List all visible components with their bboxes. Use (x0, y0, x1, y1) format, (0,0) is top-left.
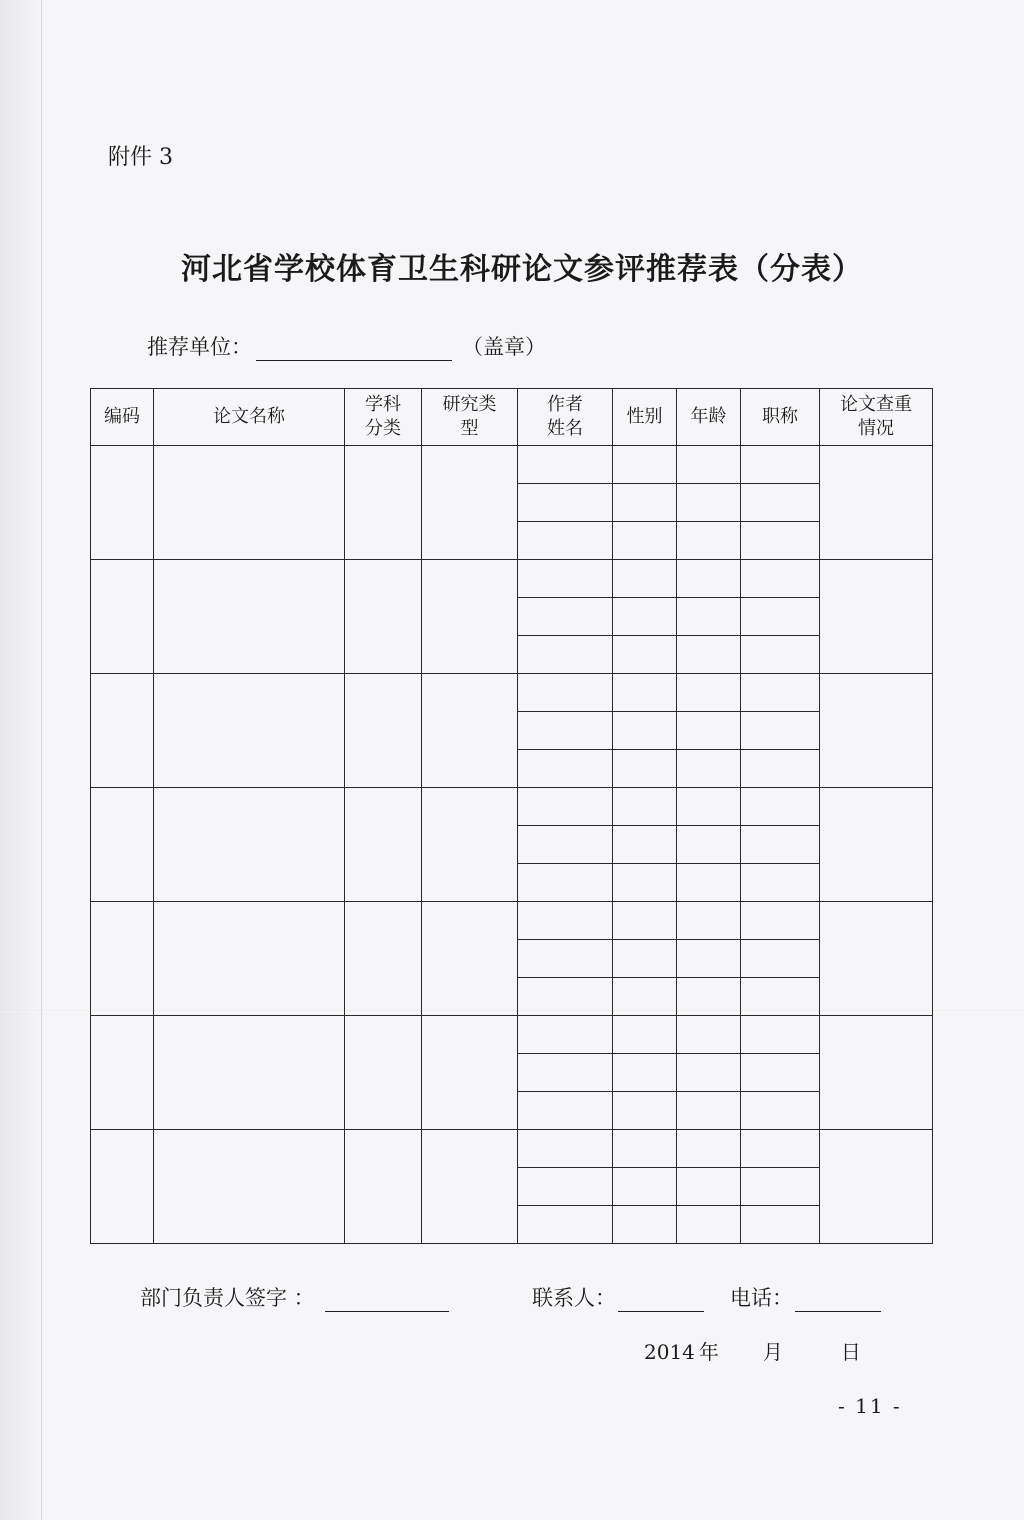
gender-cell[interactable] (613, 1206, 677, 1244)
gender-cell[interactable] (613, 446, 677, 484)
rank-cell[interactable] (741, 1016, 820, 1054)
rank-cell[interactable] (741, 1206, 820, 1244)
rank-cell[interactable] (741, 864, 820, 902)
recommend-unit-label: 推荐单位： (147, 335, 252, 359)
author-name-cell[interactable] (518, 1054, 613, 1092)
date-line (644, 1336, 861, 1365)
research-type-cell[interactable] (422, 1016, 518, 1130)
date-month-unit: 月 (762, 1340, 783, 1364)
rank-cell[interactable] (741, 636, 820, 674)
table-row (91, 560, 933, 598)
author-name-cell[interactable] (518, 750, 613, 788)
seal-note: （盖章） (462, 335, 546, 359)
table-row (91, 446, 933, 484)
title-cell[interactable] (154, 788, 345, 902)
rank-cell[interactable] (741, 446, 820, 484)
age-cell[interactable] (677, 978, 741, 1016)
age-cell[interactable] (677, 1206, 741, 1244)
gender-cell[interactable] (613, 750, 677, 788)
age-cell[interactable] (677, 674, 741, 712)
age-cell[interactable] (677, 1092, 741, 1130)
author-name-cell[interactable] (518, 1130, 613, 1168)
table-row (91, 1130, 933, 1168)
table-header-row (91, 389, 933, 446)
author-name-cell[interactable] (518, 1206, 613, 1244)
col-gender-header: 性别 (613, 389, 677, 446)
attachment-label: 附件 3 (108, 145, 173, 170)
age-cell[interactable] (677, 598, 741, 636)
rank-cell[interactable] (741, 522, 820, 560)
gender-cell[interactable] (613, 1054, 677, 1092)
contact-line (532, 1282, 704, 1312)
age-cell[interactable] (677, 636, 741, 674)
rank-cell[interactable] (741, 484, 820, 522)
author-name-cell[interactable] (518, 940, 613, 978)
gender-cell[interactable] (613, 1016, 677, 1054)
date-year: 2014 (644, 1340, 695, 1364)
col-subject-header: 学科 分类 (345, 389, 422, 446)
research-type-cell[interactable] (422, 446, 518, 560)
table-body (91, 446, 933, 1244)
age-cell[interactable] (677, 1168, 741, 1206)
subject-cell[interactable] (345, 560, 422, 674)
research-type-cell[interactable] (422, 674, 518, 788)
author-name-cell[interactable] (518, 560, 613, 598)
code-cell[interactable] (91, 1016, 154, 1130)
code-cell[interactable] (91, 1130, 154, 1244)
gender-cell[interactable] (613, 940, 677, 978)
author-name-cell[interactable] (518, 864, 613, 902)
age-cell[interactable] (677, 484, 741, 522)
research-type-cell[interactable] (422, 560, 518, 674)
rank-cell[interactable] (741, 902, 820, 940)
author-name-cell[interactable] (518, 902, 613, 940)
author-name-cell[interactable] (518, 446, 613, 484)
rank-cell[interactable] (741, 788, 820, 826)
gender-cell[interactable] (613, 978, 677, 1016)
signer-line (140, 1282, 449, 1312)
rank-cell[interactable] (741, 712, 820, 750)
gender-cell[interactable] (613, 484, 677, 522)
gender-cell[interactable] (613, 1130, 677, 1168)
age-cell[interactable] (677, 1054, 741, 1092)
gender-cell[interactable] (613, 636, 677, 674)
col-age-header: 年龄 (677, 389, 741, 446)
gender-cell[interactable] (613, 560, 677, 598)
author-name-cell[interactable] (518, 712, 613, 750)
signer-field[interactable] (325, 1289, 449, 1312)
rank-cell[interactable] (741, 826, 820, 864)
gender-cell[interactable] (613, 674, 677, 712)
rank-cell[interactable] (741, 1130, 820, 1168)
date-year-unit: 年 (698, 1340, 719, 1364)
table-row (91, 1016, 933, 1054)
author-name-cell[interactable] (518, 522, 613, 560)
code-cell[interactable] (91, 788, 154, 902)
subject-cell[interactable] (345, 446, 422, 560)
gender-cell[interactable] (613, 864, 677, 902)
title-cell[interactable] (154, 1130, 345, 1244)
gender-cell[interactable] (613, 1168, 677, 1206)
title-cell[interactable] (154, 560, 345, 674)
title-cell[interactable] (154, 674, 345, 788)
age-cell[interactable] (677, 712, 741, 750)
rank-cell[interactable] (741, 1092, 820, 1130)
table-row (91, 674, 933, 712)
author-name-cell[interactable] (518, 788, 613, 826)
author-name-cell[interactable] (518, 636, 613, 674)
gender-cell[interactable] (613, 788, 677, 826)
author-name-cell[interactable] (518, 484, 613, 522)
col-title-rank-header: 职称 (741, 389, 820, 446)
author-name-cell[interactable] (518, 1168, 613, 1206)
plagiarism-check-cell[interactable] (820, 788, 933, 902)
age-cell[interactable] (677, 864, 741, 902)
rank-cell[interactable] (741, 1168, 820, 1206)
age-cell[interactable] (677, 522, 741, 560)
author-name-cell[interactable] (518, 978, 613, 1016)
rank-cell[interactable] (741, 750, 820, 788)
date-day-unit: 日 (840, 1340, 861, 1364)
author-name-cell[interactable] (518, 826, 613, 864)
gender-cell[interactable] (613, 598, 677, 636)
age-cell[interactable] (677, 826, 741, 864)
col-plagiarism-check-header: 论文查重 情况 (820, 389, 933, 446)
rank-cell[interactable] (741, 940, 820, 978)
subject-cell[interactable] (345, 788, 422, 902)
age-cell[interactable] (677, 788, 741, 826)
rank-cell[interactable] (741, 978, 820, 1016)
title-cell[interactable] (154, 1016, 345, 1130)
contact-label: 联系人： (532, 1286, 616, 1310)
gender-cell[interactable] (613, 902, 677, 940)
col-research-type-header: 研究类 型 (422, 389, 518, 446)
age-cell[interactable] (677, 560, 741, 598)
age-cell[interactable] (677, 446, 741, 484)
gender-cell[interactable] (613, 1092, 677, 1130)
title-cell[interactable] (154, 446, 345, 560)
research-type-cell[interactable] (422, 1130, 518, 1244)
code-cell[interactable] (91, 560, 154, 674)
col-code-header: 编码 (91, 389, 154, 446)
gender-cell[interactable] (613, 522, 677, 560)
paper-table (90, 388, 933, 1244)
code-cell[interactable] (91, 902, 154, 1016)
table-row (91, 902, 933, 940)
phone-field[interactable] (795, 1289, 881, 1312)
plagiarism-check-cell[interactable] (820, 902, 933, 1016)
plagiarism-check-cell[interactable] (820, 446, 933, 560)
subject-cell[interactable] (345, 1130, 422, 1244)
rank-cell[interactable] (741, 1054, 820, 1092)
plagiarism-check-cell[interactable] (820, 674, 933, 788)
gender-cell[interactable] (613, 712, 677, 750)
age-cell[interactable] (677, 940, 741, 978)
plagiarism-check-cell[interactable] (820, 1130, 933, 1244)
signer-label: 部门负责人签字 ： (140, 1286, 315, 1310)
page-number: - 11 - (838, 1394, 902, 1418)
subject-cell[interactable] (345, 1016, 422, 1130)
contact-field[interactable] (618, 1289, 704, 1312)
research-type-cell[interactable] (422, 902, 518, 1016)
recommend-unit-line (147, 331, 546, 361)
col-author-header: 作者 姓名 (518, 389, 613, 446)
plagiarism-check-cell[interactable] (820, 560, 933, 674)
research-type-cell[interactable] (422, 788, 518, 902)
table-row (91, 788, 933, 826)
plagiarism-check-cell[interactable] (820, 1016, 933, 1130)
author-name-cell[interactable] (518, 674, 613, 712)
page-title: 河北省学校体育卫生科研论文参评推荐表（分表） (181, 252, 863, 287)
title-cell[interactable] (154, 902, 345, 1016)
age-cell[interactable] (677, 1130, 741, 1168)
author-name-cell[interactable] (518, 598, 613, 636)
author-name-cell[interactable] (518, 1016, 613, 1054)
recommend-unit-field[interactable] (256, 338, 452, 361)
rank-cell[interactable] (741, 560, 820, 598)
code-cell[interactable] (91, 674, 154, 788)
subject-cell[interactable] (345, 674, 422, 788)
rank-cell[interactable] (741, 598, 820, 636)
col-title-header: 论文名称 (154, 389, 345, 446)
phone-line (730, 1282, 881, 1312)
paper-edge (0, 0, 48, 1520)
subject-cell[interactable] (345, 902, 422, 1016)
gender-cell[interactable] (613, 826, 677, 864)
author-name-cell[interactable] (518, 1092, 613, 1130)
age-cell[interactable] (677, 750, 741, 788)
age-cell[interactable] (677, 1016, 741, 1054)
code-cell[interactable] (91, 446, 154, 560)
age-cell[interactable] (677, 902, 741, 940)
rank-cell[interactable] (741, 674, 820, 712)
phone-label: 电话： (730, 1286, 793, 1310)
